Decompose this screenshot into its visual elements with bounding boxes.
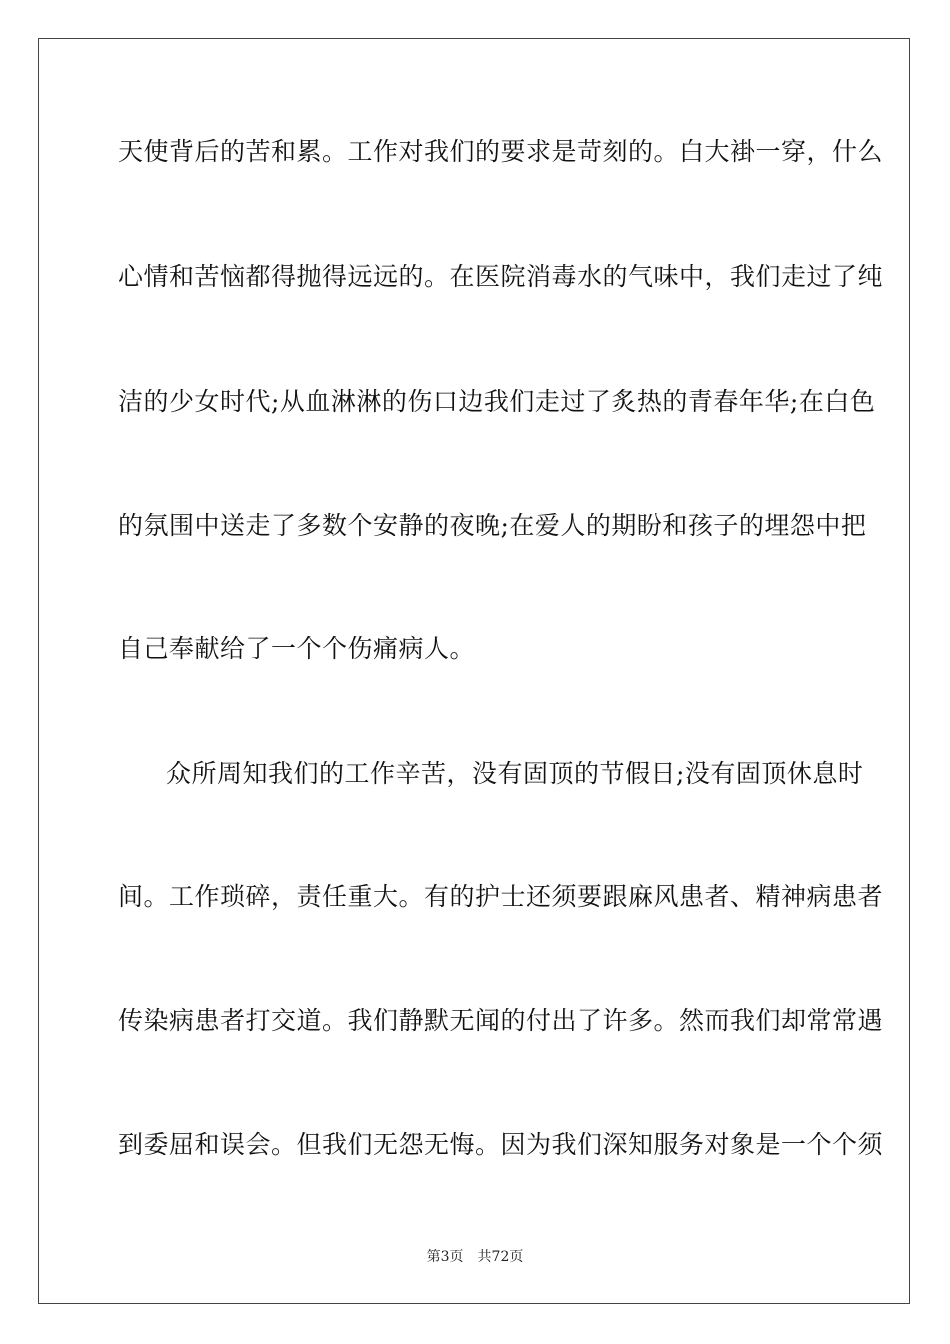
page-border xyxy=(38,38,910,1304)
paragraph-2-line-1: 众所周知我们的工作辛苦，没有固顶的节假日;没有固顶休息时 xyxy=(166,759,864,788)
paragraph-1-line-1: 天使背后的苦和累。工作对我们的要求是苛刻的。白大褂一穿，什么 xyxy=(118,137,884,166)
paragraph-1-line-5: 自己奉献给了一个个伤痛病人。 xyxy=(118,634,476,663)
paragraph-1-line-2: 心情和苦恼都得抛得远远的。在医院消毒水的气味中，我们走过了纯 xyxy=(118,262,884,291)
paragraph-2-line-3: 传染病患者打交道。我们静默无闻的付出了许多。然而我们却常常遇 xyxy=(118,1006,884,1035)
page-footer xyxy=(0,1248,950,1266)
paragraph-1-line-3: 洁的少女时代;从血淋淋的伤口边我们走过了炙热的青春年华;在白色 xyxy=(118,387,876,416)
paragraph-2-line-2: 间。工作琐碎，责任重大。有的护士还须要跟麻风患者、精神病患者 xyxy=(118,882,884,911)
page-number: 第3页 xyxy=(426,1249,464,1265)
paragraph-2-line-4: 到委屈和误会。但我们无怨无悔。因为我们深知服务对象是一个个须 xyxy=(118,1130,884,1159)
paragraph-1-line-4: 的氛围中送走了多数个安静的夜晚;在爱人的期盼和孩子的埋怨中把 xyxy=(118,511,867,540)
total-pages: 共72页 xyxy=(477,1249,524,1265)
